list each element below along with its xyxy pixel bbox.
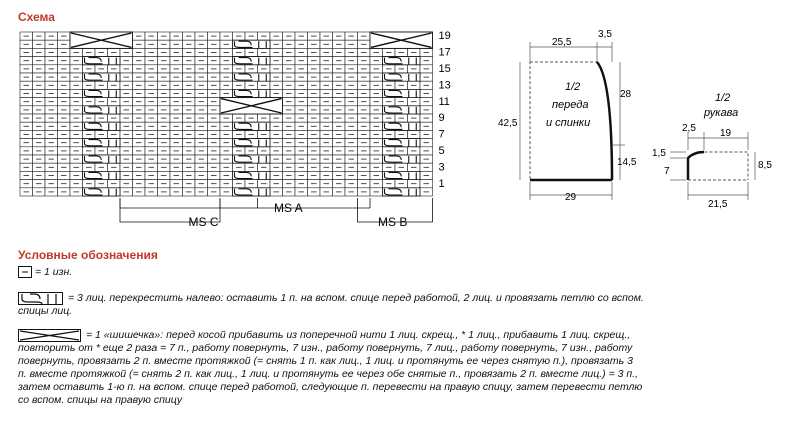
row-number: 11 xyxy=(438,95,450,108)
legend-text-line1: = 1 «шишечка»: перед косой прибавить из поперечной нити 1 лиц. скрещ., * 1 лиц., прибавить 1 лиц. скрещ., xyxy=(86,329,631,341)
legend-item-bobble xyxy=(18,329,788,429)
repeat-label-ms-b: MS B xyxy=(378,215,408,229)
legend-text-line2: повторить от * еще 2 раза = 7 п., работу повернуть, 7 изн., работу повернуть, 7 лиц., работу повернуть, 7 изн., работу xyxy=(18,342,633,354)
legend-text-line4: п. вместе протяжкой (= снять 2 п. как лиц., 1 лиц. и протянуть ее через обе снятые п., провязать 2 п. вместе лиц.) = 3 п., xyxy=(18,368,638,380)
sleeve-width-bottom: 21,5 xyxy=(708,199,728,210)
body-schematic xyxy=(498,29,637,203)
sleeve-label-name: рукава xyxy=(704,107,739,119)
row-number: 7 xyxy=(438,128,445,141)
body-height-total: 42,5 xyxy=(498,118,518,129)
row-number: 3 xyxy=(438,161,445,174)
row-number: 19 xyxy=(438,30,451,43)
legend-title: Условные обозначения xyxy=(18,248,158,262)
sleeve-right-height: 8,5 xyxy=(758,160,772,171)
sleeve-left-small: 1,5 xyxy=(652,148,666,159)
body-width-bottom: 29 xyxy=(565,192,577,203)
legend-text-line2: спицы лиц. xyxy=(18,305,73,317)
bobble-icon xyxy=(18,329,82,343)
legend-text-line5: затем оставить 1-ю п. на вспом. спице перед работой, следующие п. перевести на правую спицу, затем перевести петлю xyxy=(18,381,643,393)
body-shoulder: 3,5 xyxy=(598,29,612,40)
cable-left-icon xyxy=(18,292,64,306)
row-number: 9 xyxy=(438,112,445,125)
purl-square-icon xyxy=(18,266,33,279)
row-number: 1 xyxy=(438,177,445,190)
scheme-title: Схема xyxy=(18,10,55,24)
legend-text: = 1 изн. xyxy=(35,266,73,278)
sleeve-schematic xyxy=(652,92,772,210)
sleeve-left-top: 2,5 xyxy=(682,123,696,134)
row-number: 17 xyxy=(438,46,451,59)
body-label-front: переда xyxy=(552,99,589,111)
body-armhole: 28 xyxy=(620,89,632,100)
legend-text-line6: со вспом. спицы на правую спицу xyxy=(18,394,183,406)
repeat-bracket xyxy=(220,198,258,208)
body-label-fraction: 1/2 xyxy=(565,81,581,93)
sleeve-width-top: 19 xyxy=(720,128,732,139)
row-number: 5 xyxy=(438,145,445,157)
body-side: 14,5 xyxy=(617,157,637,168)
body-width-top: 25,5 xyxy=(552,37,572,48)
legend-item-purl xyxy=(18,266,788,280)
row-number: 15 xyxy=(438,63,451,75)
legend-text-line1: = 3 лиц. перекрестить налево: оставить 1 п. на вспом. спице перед работой, 2 лиц. и провязать петлю со вспом. xyxy=(68,292,644,304)
sleeve-label-fraction: 1/2 xyxy=(715,92,731,104)
repeat-label-ms-a: MS A xyxy=(274,201,303,215)
body-label-back: и спинки xyxy=(546,117,591,129)
legend-text-line3: повернуть, провязать 2 п. вместе протяжкой (= снять 1 п. как лиц., 1 лиц. и протянуть ее через снятую п.), провязать 3 xyxy=(18,355,633,367)
repeat-label-ms-c: MS C xyxy=(188,215,219,229)
sleeve-left-height: 7 xyxy=(664,166,670,177)
row-numbers xyxy=(439,30,451,190)
legend-item-cable xyxy=(18,292,788,320)
repeat-brackets xyxy=(120,198,433,229)
row-number: 13 xyxy=(438,79,451,92)
